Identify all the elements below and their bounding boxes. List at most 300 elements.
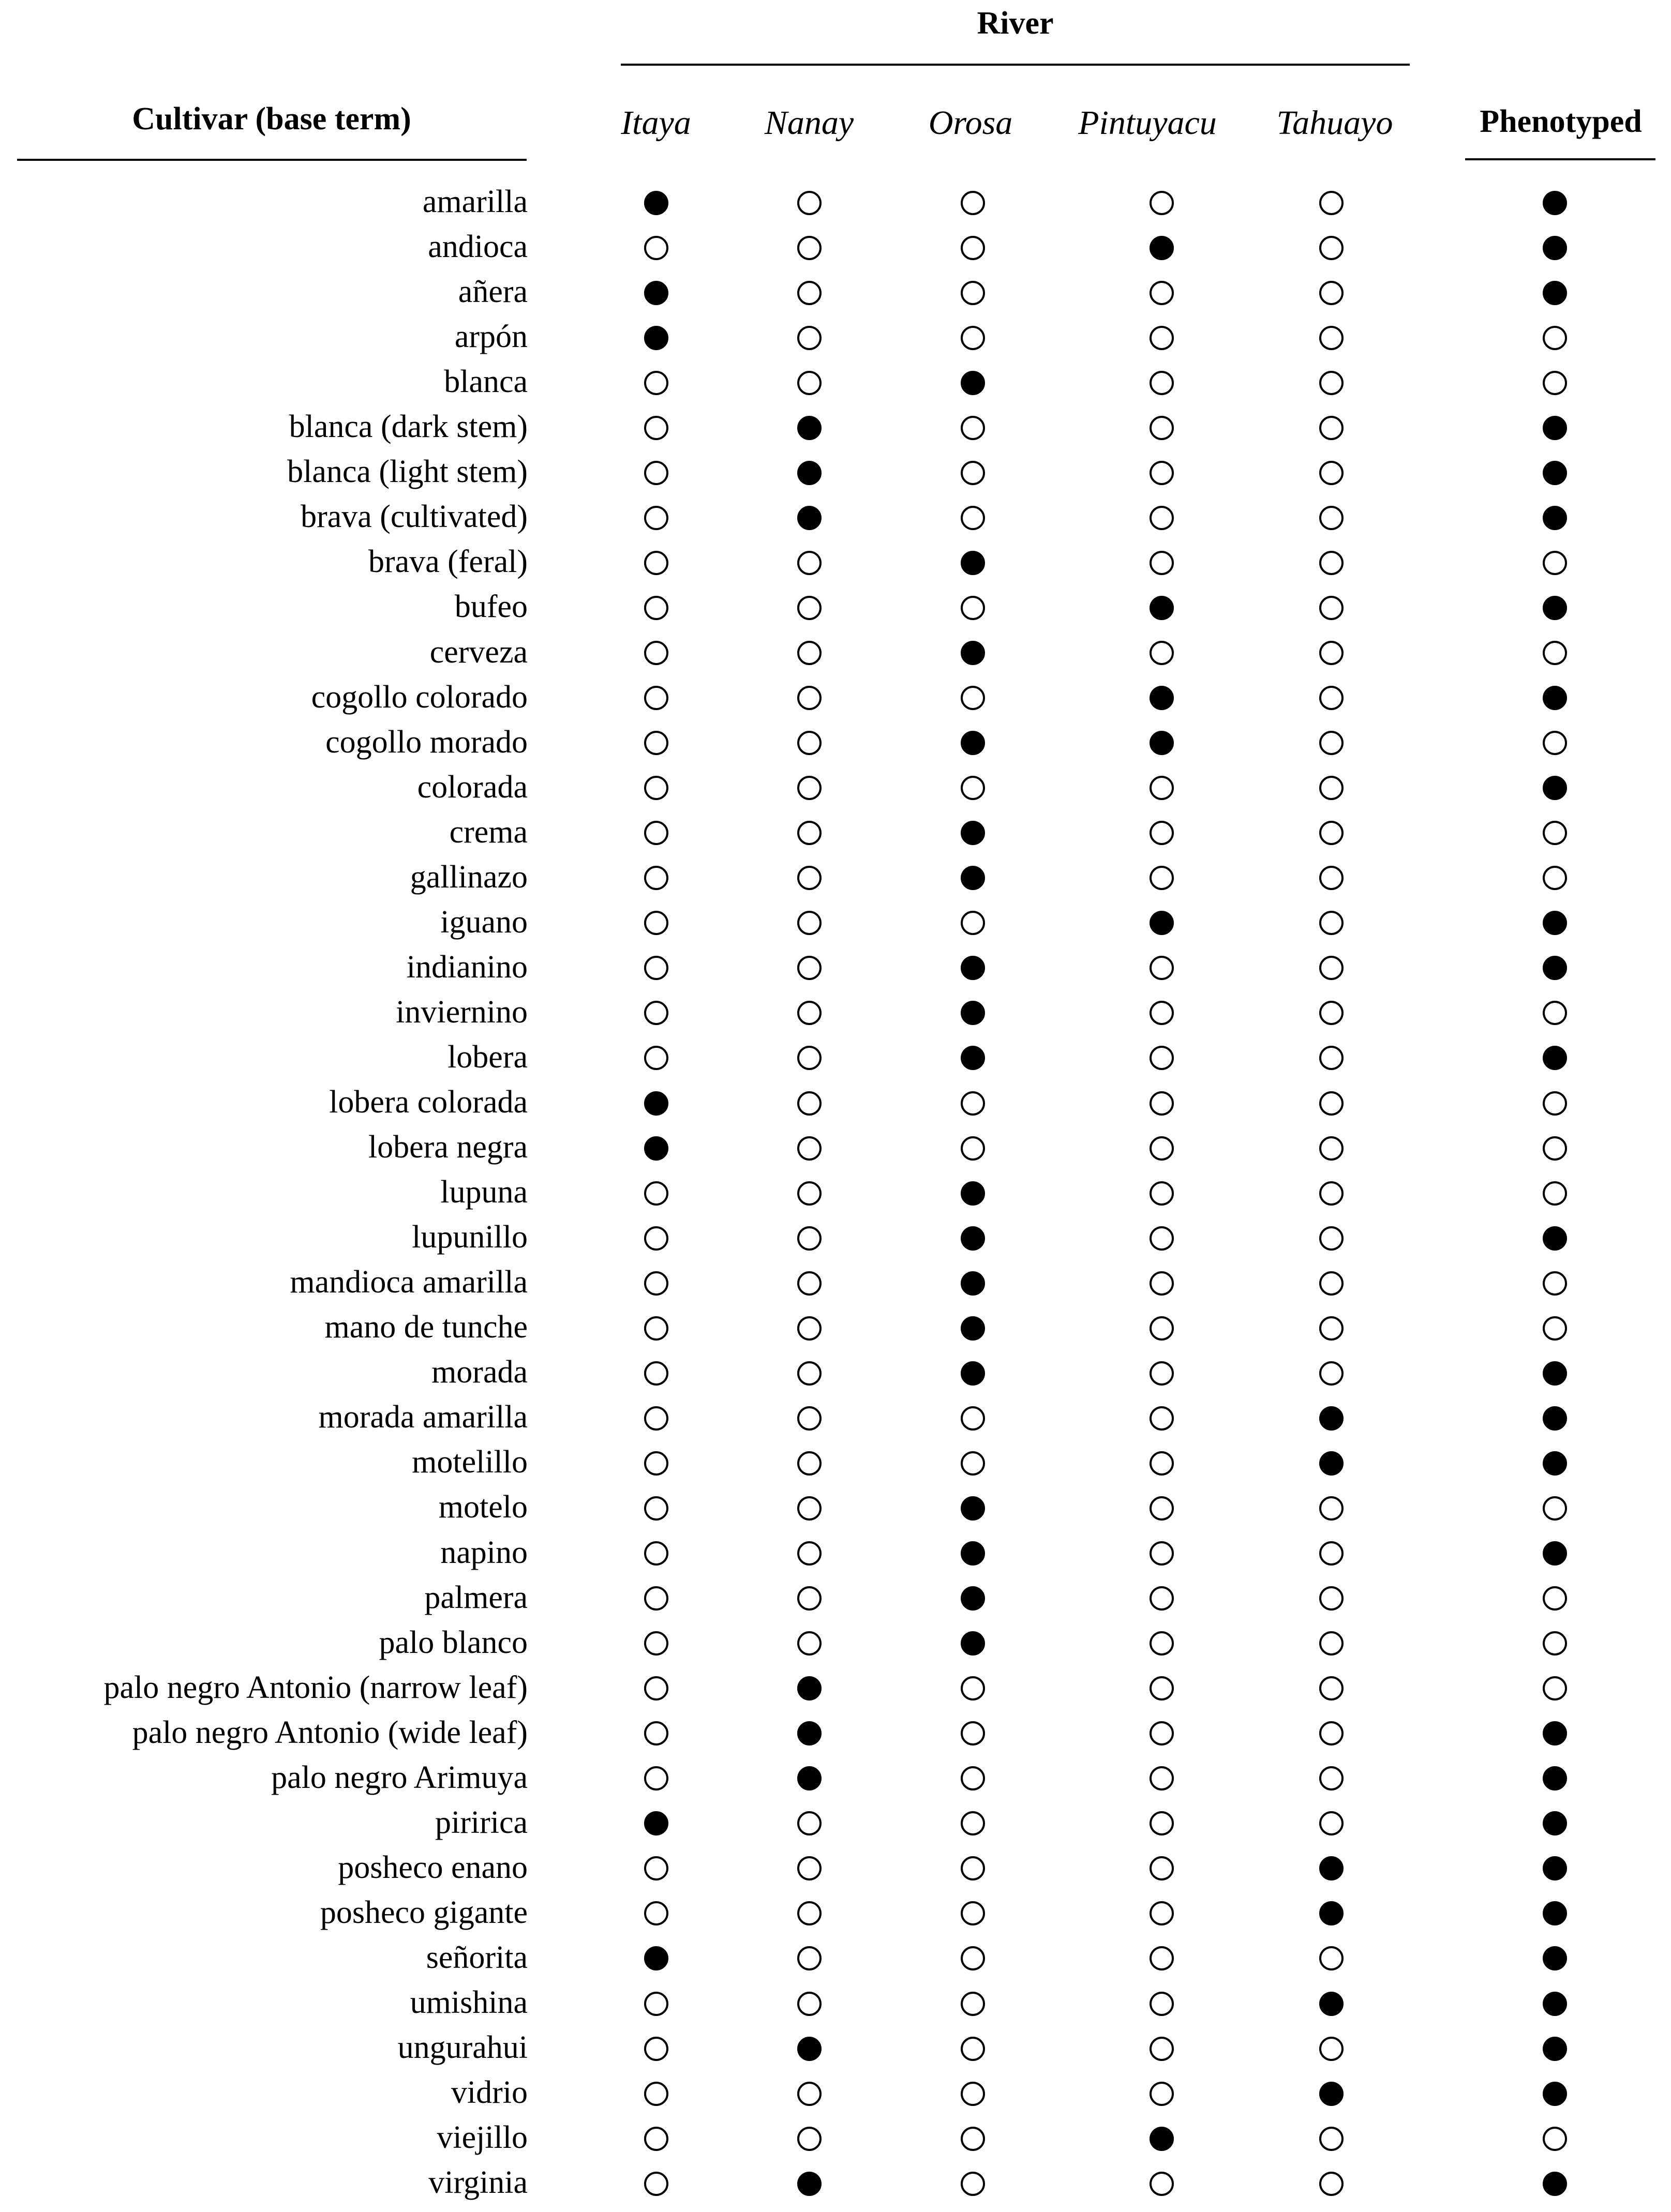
open-circle-icon (1319, 281, 1344, 305)
open-circle-icon (797, 731, 822, 755)
open-circle-icon (797, 1586, 822, 1611)
cultivar-name: lobera negra (368, 1130, 528, 1165)
open-circle-icon (1319, 2127, 1344, 2151)
open-circle-icon (797, 551, 822, 575)
open-circle-icon (1319, 2037, 1344, 2061)
cultivar-name: inviernino (396, 994, 528, 1030)
open-circle-icon (644, 2082, 668, 2106)
filled-circle-icon (1319, 1406, 1344, 1431)
open-circle-icon (1319, 1046, 1344, 1070)
cultivar-name: brava (feral) (368, 544, 528, 580)
open-circle-icon (1543, 1496, 1567, 1521)
filled-circle-icon (1150, 911, 1174, 935)
open-circle-icon (1150, 551, 1174, 575)
cultivar-name: blanca (light stem) (287, 454, 528, 490)
filled-circle-icon (1319, 1901, 1344, 1925)
open-circle-icon (644, 1406, 668, 1431)
filled-circle-icon (961, 1046, 985, 1070)
phenotyped-header-rule (1465, 158, 1655, 160)
filled-circle-icon (1543, 2082, 1567, 2106)
open-circle-icon (797, 326, 822, 350)
filled-circle-icon (797, 416, 822, 440)
open-circle-icon (961, 1136, 985, 1161)
open-circle-icon (1543, 551, 1567, 575)
filled-circle-icon (961, 1271, 985, 1296)
cultivar-name: cogollo colorado (311, 679, 528, 715)
open-circle-icon (644, 371, 668, 395)
cultivar-name: colorada (417, 769, 528, 805)
filled-circle-icon (1543, 506, 1567, 530)
open-circle-icon (644, 956, 668, 980)
open-circle-icon (797, 1811, 822, 1835)
open-circle-icon (961, 686, 985, 710)
river-header-tahuayo: Tahuayo (1276, 104, 1393, 142)
filled-circle-icon (644, 1946, 668, 1970)
open-circle-icon (1150, 1541, 1174, 1566)
filled-circle-icon (1543, 1811, 1567, 1835)
open-circle-icon (1150, 821, 1174, 845)
cultivar-name: arpón (454, 319, 528, 355)
phenotyped-column-header: Phenotyped (1480, 104, 1642, 139)
open-circle-icon (1319, 596, 1344, 620)
cultivar-name: piririca (435, 1804, 528, 1840)
open-circle-icon (797, 866, 822, 890)
cultivar-name: palo negro Antonio (narrow leaf) (103, 1669, 528, 1705)
open-circle-icon (644, 551, 668, 575)
open-circle-icon (797, 1496, 822, 1521)
open-circle-icon (797, 1361, 822, 1386)
filled-circle-icon (1543, 1451, 1567, 1476)
cultivar-name: motelillo (412, 1444, 528, 1480)
open-circle-icon (644, 1271, 668, 1296)
filled-circle-icon (1543, 281, 1567, 305)
open-circle-icon (1319, 1766, 1344, 1790)
open-circle-icon (797, 1136, 822, 1161)
open-circle-icon (644, 596, 668, 620)
filled-circle-icon (797, 461, 822, 485)
open-circle-icon (1150, 1631, 1174, 1656)
open-circle-icon (961, 236, 985, 260)
open-circle-icon (644, 506, 668, 530)
filled-circle-icon (797, 506, 822, 530)
open-circle-icon (644, 461, 668, 485)
open-circle-icon (1150, 191, 1174, 215)
open-circle-icon (961, 1856, 985, 1880)
cultivar-name: palmera (424, 1579, 528, 1615)
open-circle-icon (644, 731, 668, 755)
filled-circle-icon (1543, 416, 1567, 440)
open-circle-icon (644, 2172, 668, 2196)
open-circle-icon (644, 686, 668, 710)
open-circle-icon (961, 1451, 985, 1476)
open-circle-icon (797, 1451, 822, 1476)
open-circle-icon (1150, 1496, 1174, 1521)
open-circle-icon (1543, 866, 1567, 890)
open-circle-icon (1319, 641, 1344, 665)
open-circle-icon (797, 281, 822, 305)
cultivar-name: señorita (426, 1939, 528, 1975)
open-circle-icon (644, 1001, 668, 1025)
open-circle-icon (644, 1676, 668, 1701)
open-circle-icon (1150, 1136, 1174, 1161)
open-circle-icon (961, 596, 985, 620)
open-circle-icon (644, 2127, 668, 2151)
open-circle-icon (1543, 2127, 1567, 2151)
cultivar-name: iguano (440, 904, 528, 940)
open-circle-icon (961, 1406, 985, 1431)
open-circle-icon (1319, 911, 1344, 935)
cultivar-name: vidrio (451, 2075, 528, 2111)
open-circle-icon (961, 1091, 985, 1116)
river-header-orosa: Orosa (928, 104, 1013, 142)
cultivar-name: napino (440, 1534, 528, 1570)
open-circle-icon (1319, 776, 1344, 800)
open-circle-icon (644, 416, 668, 440)
open-circle-icon (1319, 1271, 1344, 1296)
filled-circle-icon (1543, 1766, 1567, 1790)
open-circle-icon (961, 1721, 985, 1745)
open-circle-icon (961, 461, 985, 485)
filled-circle-icon (797, 1676, 822, 1701)
open-circle-icon (1319, 461, 1344, 485)
open-circle-icon (1319, 1631, 1344, 1656)
open-circle-icon (1150, 641, 1174, 665)
open-circle-icon (1150, 2172, 1174, 2196)
filled-circle-icon (1543, 1901, 1567, 1925)
open-circle-icon (1319, 1181, 1344, 1206)
open-circle-icon (797, 641, 822, 665)
open-circle-icon (1319, 416, 1344, 440)
river-group-header: River (977, 6, 1054, 41)
filled-circle-icon (797, 1766, 822, 1790)
open-circle-icon (961, 911, 985, 935)
open-circle-icon (1543, 1316, 1567, 1341)
cultivar-name: bufeo (454, 589, 528, 625)
open-circle-icon (644, 1226, 668, 1251)
open-circle-icon (961, 2082, 985, 2106)
filled-circle-icon (797, 1721, 822, 1745)
open-circle-icon (797, 1631, 822, 1656)
filled-circle-icon (961, 1496, 985, 1521)
cultivar-header-rule (17, 159, 527, 161)
filled-circle-icon (1543, 956, 1567, 980)
open-circle-icon (1150, 1091, 1174, 1116)
open-circle-icon (1543, 1181, 1567, 1206)
open-circle-icon (797, 1226, 822, 1251)
open-circle-icon (1150, 326, 1174, 350)
open-circle-icon (644, 866, 668, 890)
cultivar-name: motelo (438, 1489, 528, 1525)
open-circle-icon (644, 1631, 668, 1656)
river-header-pintuyacu: Pintuyacu (1078, 104, 1217, 142)
open-circle-icon (644, 821, 668, 845)
filled-circle-icon (961, 1316, 985, 1341)
open-circle-icon (644, 1541, 668, 1566)
open-circle-icon (1319, 1001, 1344, 1025)
cultivar-name: lobera (447, 1039, 528, 1075)
open-circle-icon (1150, 506, 1174, 530)
cultivar-name: palo negro Antonio (wide leaf) (132, 1714, 528, 1750)
cultivar-name: morada (431, 1355, 528, 1390)
filled-circle-icon (1543, 1992, 1567, 2016)
open-circle-icon (1319, 1316, 1344, 1341)
filled-circle-icon (1543, 236, 1567, 260)
filled-circle-icon (1543, 1226, 1567, 1251)
filled-circle-icon (644, 1811, 668, 1835)
open-circle-icon (1150, 1946, 1174, 1970)
cultivar-name: palo negro Arimuya (271, 1759, 528, 1795)
open-circle-icon (797, 1541, 822, 1566)
open-circle-icon (1150, 281, 1174, 305)
open-circle-icon (644, 1316, 668, 1341)
open-circle-icon (1319, 191, 1344, 215)
filled-circle-icon (1543, 596, 1567, 620)
open-circle-icon (1543, 1586, 1567, 1611)
cultivar-name: amarilla (422, 184, 528, 219)
filled-circle-icon (644, 326, 668, 350)
cultivar-name: viejillo (437, 2120, 528, 2156)
open-circle-icon (961, 2127, 985, 2151)
cultivar-name: posheco gigante (320, 1894, 528, 1930)
open-circle-icon (1543, 326, 1567, 350)
filled-circle-icon (644, 1136, 668, 1161)
filled-circle-icon (797, 2037, 822, 2061)
open-circle-icon (1543, 731, 1567, 755)
open-circle-icon (797, 371, 822, 395)
open-circle-icon (1150, 866, 1174, 890)
open-circle-icon (644, 1181, 668, 1206)
open-circle-icon (1150, 1001, 1174, 1025)
open-circle-icon (1543, 371, 1567, 395)
open-circle-icon (1150, 2082, 1174, 2106)
filled-circle-icon (1543, 1406, 1567, 1431)
filled-circle-icon (1543, 2172, 1567, 2196)
open-circle-icon (644, 911, 668, 935)
filled-circle-icon (1150, 236, 1174, 260)
filled-circle-icon (961, 1226, 985, 1251)
filled-circle-icon (961, 1631, 985, 1656)
filled-circle-icon (1319, 1451, 1344, 1476)
open-circle-icon (644, 1766, 668, 1790)
open-circle-icon (961, 281, 985, 305)
open-circle-icon (1150, 1721, 1174, 1745)
open-circle-icon (797, 1271, 822, 1296)
open-circle-icon (1319, 371, 1344, 395)
open-circle-icon (1319, 1946, 1344, 1970)
filled-circle-icon (644, 281, 668, 305)
cultivar-name: crema (449, 814, 528, 850)
filled-circle-icon (1150, 686, 1174, 710)
filled-circle-icon (961, 1361, 985, 1386)
open-circle-icon (1543, 821, 1567, 845)
filled-circle-icon (644, 1091, 668, 1116)
filled-circle-icon (961, 551, 985, 575)
open-circle-icon (1543, 1631, 1567, 1656)
filled-circle-icon (1543, 1361, 1567, 1386)
cultivar-name: blanca (dark stem) (289, 409, 528, 445)
open-circle-icon (1319, 551, 1344, 575)
filled-circle-icon (961, 731, 985, 755)
open-circle-icon (1319, 1721, 1344, 1745)
open-circle-icon (961, 2037, 985, 2061)
open-circle-icon (644, 1901, 668, 1925)
open-circle-icon (797, 821, 822, 845)
open-circle-icon (1319, 1226, 1344, 1251)
cultivar-name: blanca (444, 364, 528, 400)
open-circle-icon (797, 2127, 822, 2151)
river-header-nanay: Nanay (764, 104, 854, 142)
open-circle-icon (1150, 371, 1174, 395)
open-circle-icon (961, 191, 985, 215)
cultivar-name: indianino (406, 949, 528, 985)
open-circle-icon (1150, 776, 1174, 800)
open-circle-icon (1543, 1271, 1567, 1296)
open-circle-icon (1150, 2037, 1174, 2061)
cultivar-name: mano de tunche (324, 1310, 528, 1345)
open-circle-icon (644, 2037, 668, 2061)
open-circle-icon (1319, 1361, 1344, 1386)
river-header-itaya: Itaya (621, 104, 691, 142)
filled-circle-icon (1543, 1541, 1567, 1566)
open-circle-icon (961, 1766, 985, 1790)
open-circle-icon (797, 1046, 822, 1070)
open-circle-icon (961, 2172, 985, 2196)
cultivar-name: lupuna (440, 1175, 528, 1210)
open-circle-icon (1319, 686, 1344, 710)
open-circle-icon (644, 1361, 668, 1386)
open-circle-icon (1150, 1046, 1174, 1070)
open-circle-icon (961, 1946, 985, 1970)
filled-circle-icon (1150, 2127, 1174, 2151)
cultivar-name: lupunillo (412, 1220, 528, 1255)
filled-circle-icon (961, 1001, 985, 1025)
open-circle-icon (1319, 1136, 1344, 1161)
open-circle-icon (961, 1811, 985, 1835)
filled-circle-icon (1543, 1946, 1567, 1970)
filled-circle-icon (1319, 2082, 1344, 2106)
open-circle-icon (797, 191, 822, 215)
open-circle-icon (1319, 1811, 1344, 1835)
open-circle-icon (1150, 1676, 1174, 1701)
filled-circle-icon (1543, 776, 1567, 800)
open-circle-icon (797, 1856, 822, 1880)
filled-circle-icon (961, 1181, 985, 1206)
open-circle-icon (1150, 1811, 1174, 1835)
open-circle-icon (797, 596, 822, 620)
open-circle-icon (644, 1586, 668, 1611)
filled-circle-icon (1543, 2037, 1567, 2061)
open-circle-icon (1319, 1496, 1344, 1521)
open-circle-icon (797, 911, 822, 935)
open-circle-icon (1150, 1226, 1174, 1251)
open-circle-icon (644, 1721, 668, 1745)
open-circle-icon (797, 776, 822, 800)
open-circle-icon (1319, 1586, 1344, 1611)
open-circle-icon (1543, 1676, 1567, 1701)
filled-circle-icon (1543, 1856, 1567, 1880)
filled-circle-icon (1543, 1046, 1567, 1070)
open-circle-icon (1150, 1406, 1174, 1431)
open-circle-icon (1150, 1586, 1174, 1611)
filled-circle-icon (1543, 1721, 1567, 1745)
open-circle-icon (1319, 1676, 1344, 1701)
filled-circle-icon (1543, 686, 1567, 710)
open-circle-icon (961, 1676, 985, 1701)
filled-circle-icon (961, 1541, 985, 1566)
open-circle-icon (797, 956, 822, 980)
filled-circle-icon (1319, 1992, 1344, 2016)
open-circle-icon (644, 641, 668, 665)
open-circle-icon (1319, 866, 1344, 890)
open-circle-icon (961, 416, 985, 440)
open-circle-icon (1150, 461, 1174, 485)
open-circle-icon (797, 1001, 822, 1025)
open-circle-icon (797, 1316, 822, 1341)
open-circle-icon (644, 1451, 668, 1476)
cultivar-name: lobera colorada (329, 1085, 528, 1120)
filled-circle-icon (961, 1586, 985, 1611)
open-circle-icon (961, 506, 985, 530)
filled-circle-icon (1543, 461, 1567, 485)
open-circle-icon (797, 1406, 822, 1431)
filled-circle-icon (961, 866, 985, 890)
open-circle-icon (644, 1992, 668, 2016)
open-circle-icon (1319, 326, 1344, 350)
open-circle-icon (961, 1901, 985, 1925)
open-circle-icon (1150, 416, 1174, 440)
open-circle-icon (644, 1496, 668, 1521)
cultivar-name: virginia (428, 2165, 528, 2201)
filled-circle-icon (1150, 731, 1174, 755)
cultivar-name: palo blanco (379, 1624, 528, 1660)
open-circle-icon (1150, 1271, 1174, 1296)
open-circle-icon (1150, 1451, 1174, 1476)
open-circle-icon (1319, 731, 1344, 755)
open-circle-icon (1150, 1181, 1174, 1206)
open-circle-icon (1319, 1091, 1344, 1116)
open-circle-icon (1543, 1136, 1567, 1161)
filled-circle-icon (1319, 1856, 1344, 1880)
cultivar-name: posheco enano (338, 1849, 528, 1885)
filled-circle-icon (1543, 911, 1567, 935)
filled-circle-icon (644, 191, 668, 215)
open-circle-icon (797, 1946, 822, 1970)
open-circle-icon (1319, 506, 1344, 530)
open-circle-icon (644, 776, 668, 800)
open-circle-icon (797, 236, 822, 260)
open-circle-icon (1150, 1856, 1174, 1880)
open-circle-icon (1150, 1901, 1174, 1925)
filled-circle-icon (961, 641, 985, 665)
open-circle-icon (644, 1856, 668, 1880)
filled-circle-icon (1150, 596, 1174, 620)
open-circle-icon (797, 1992, 822, 2016)
cultivar-column-header: Cultivar (base term) (132, 101, 411, 137)
open-circle-icon (1150, 1316, 1174, 1341)
open-circle-icon (1150, 1361, 1174, 1386)
open-circle-icon (1319, 1541, 1344, 1566)
filled-circle-icon (961, 821, 985, 845)
cultivar-name: cogollo morado (325, 724, 528, 760)
cultivar-name: ungurahui (397, 2030, 528, 2066)
filled-circle-icon (961, 371, 985, 395)
open-circle-icon (1319, 956, 1344, 980)
open-circle-icon (961, 776, 985, 800)
cultivar-name: andioca (428, 229, 528, 265)
open-circle-icon (644, 236, 668, 260)
cultivar-name: umishina (410, 1985, 528, 2020)
open-circle-icon (1543, 1001, 1567, 1025)
